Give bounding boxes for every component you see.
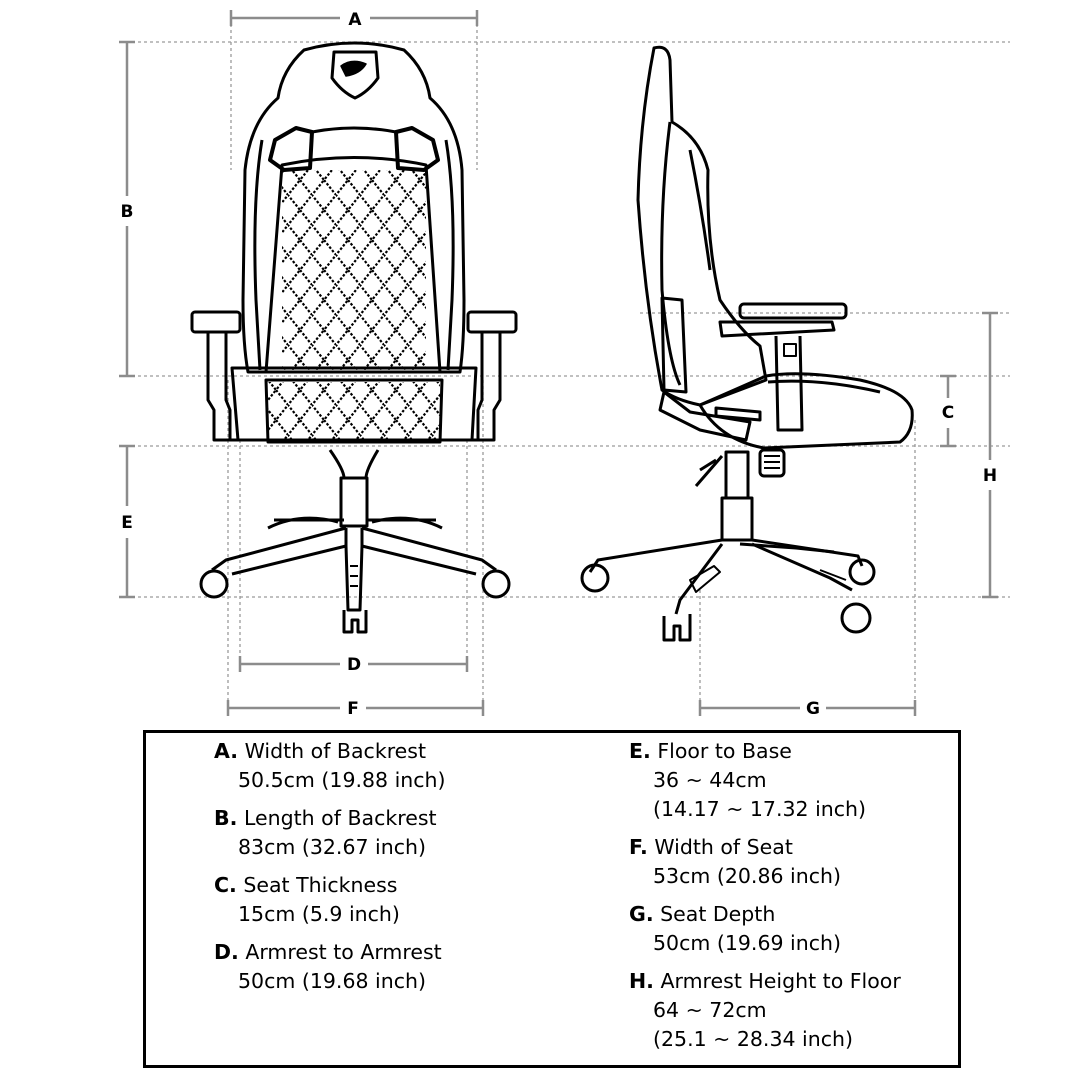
spec-key: C. [214, 873, 237, 897]
spec-item-b [214, 804, 446, 862]
dim-label-g: G [806, 699, 820, 719]
spec-key: B. [214, 806, 238, 830]
spec-key: G. [629, 902, 654, 926]
spec-value: 83cm (32.67 inch) [238, 835, 426, 859]
spec-title: Width of Backrest [244, 739, 427, 763]
spec-item-c [214, 871, 446, 929]
dim-label-h: H [982, 466, 998, 486]
specs-left-column [214, 737, 446, 1005]
specifications-box [143, 730, 961, 1068]
dim-label-e: E [121, 513, 133, 533]
dim-label-d: D [346, 655, 362, 675]
spec-item-d [214, 938, 446, 996]
spec-title: Width of Seat [654, 835, 793, 859]
spec-value: 64 ~ 72cm [653, 998, 767, 1022]
spec-value: (25.1 ~ 28.34 inch) [653, 1027, 854, 1051]
spec-title: Seat Depth [660, 902, 776, 926]
spec-title: Armrest Height to Floor [660, 969, 901, 993]
spec-item-g [629, 900, 901, 958]
spec-value: (14.17 ~ 17.32 inch) [653, 797, 867, 821]
spec-value: 50cm (19.69 inch) [653, 931, 841, 955]
spec-title: Length of Backrest [243, 806, 437, 830]
spec-key: A. [214, 739, 239, 763]
dim-label-a: A [348, 10, 362, 30]
dim-label-c: C [941, 403, 955, 423]
spec-value: 15cm (5.9 inch) [238, 902, 400, 926]
spec-value: 50.5cm (19.88 inch) [238, 768, 446, 792]
spec-key: E. [629, 739, 651, 763]
specs-right-column [629, 737, 901, 1063]
spec-value: 53cm (20.86 inch) [653, 864, 841, 888]
dim-label-f: F [347, 699, 359, 719]
spec-title: Armrest to Armrest [245, 940, 442, 964]
spec-title: Floor to Base [657, 739, 792, 763]
spec-value: 50cm (19.68 inch) [238, 969, 426, 993]
spec-item-e [629, 737, 901, 824]
spec-key: H. [629, 969, 654, 993]
spec-value: 36 ~ 44cm [653, 768, 767, 792]
dimension-labels [121, 10, 998, 719]
spec-item-f [629, 833, 901, 891]
chair-side-view [582, 47, 912, 640]
cougar-logo-icon [332, 52, 378, 98]
guide-lines [120, 12, 1010, 714]
spec-item-h [629, 967, 901, 1054]
spec-key: F. [629, 835, 648, 859]
spec-title: Seat Thickness [243, 873, 398, 897]
dim-label-b: B [120, 202, 134, 222]
spec-key: D. [214, 940, 239, 964]
spec-item-a [214, 737, 446, 795]
